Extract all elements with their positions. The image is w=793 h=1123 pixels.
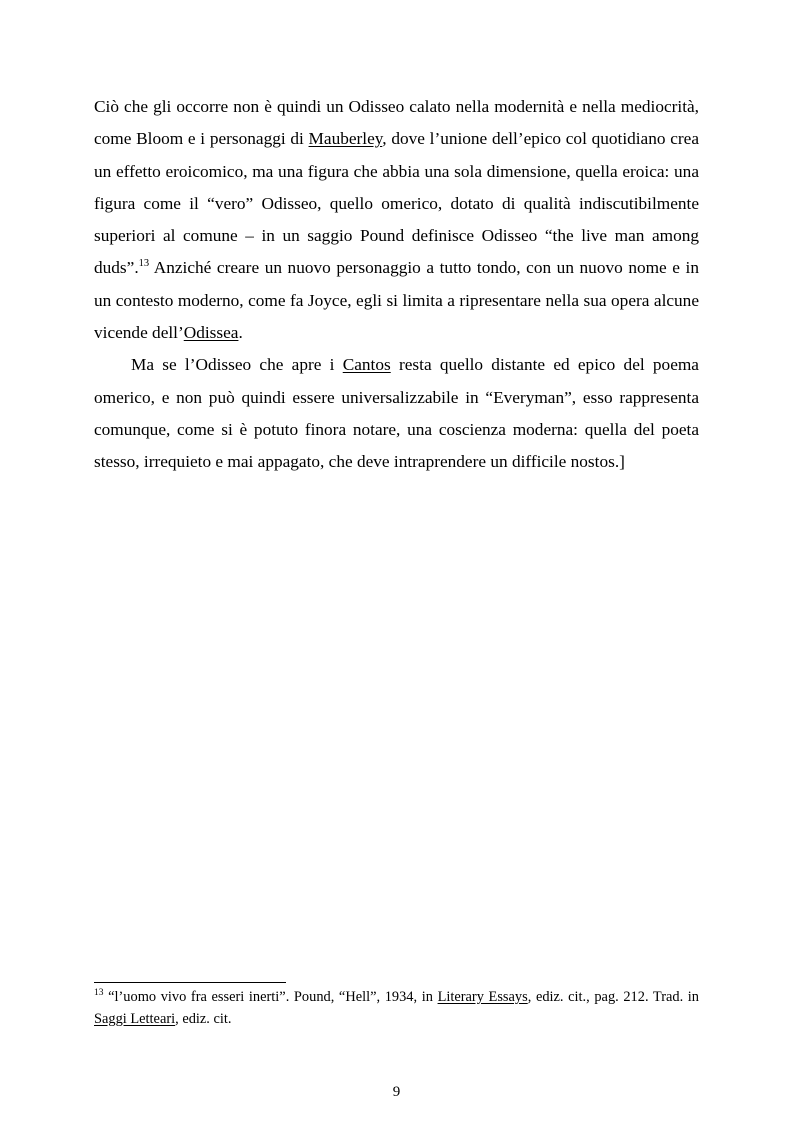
text-span: Anziché creare un nuovo personaggio a tutto tondo, con un nuovo nome e in un contesto moderno, come fa Joyce, egli si limita a ripresentare nella sua opera alcune vicende dell’ bbox=[94, 258, 699, 343]
footnote-separator bbox=[94, 982, 286, 983]
title-mauberley: Mauberley bbox=[308, 129, 383, 149]
text-span: resta quello distante ed epico del poema omerico, e non può quindi essere universalizzabile in “Everyman”, esso rappresenta comunque, come si è potuto finora notare, una coscienza moderna: quella del poeta stesso, irrequieto e mai appagato, che deve intraprendere un difficile nostos.] bbox=[94, 355, 699, 472]
footnote-reference[interactable]: 13 bbox=[138, 258, 150, 270]
text-span: Ma se l’Odisseo che apre i bbox=[131, 355, 343, 375]
paragraph-1 bbox=[94, 91, 699, 349]
title-literary-essays: Literary Essays bbox=[437, 989, 528, 1005]
title-cantos: Cantos bbox=[342, 355, 391, 375]
main-text bbox=[94, 91, 699, 479]
text-span: . bbox=[238, 323, 243, 343]
paragraph-2 bbox=[94, 349, 699, 478]
page-number: 9 bbox=[392, 1084, 401, 1100]
text-span: , ediz. cit. bbox=[175, 1010, 232, 1027]
title-saggi-letteari: Saggi Letteari bbox=[94, 1010, 176, 1027]
footnote bbox=[94, 987, 699, 1030]
title-odissea: Odissea bbox=[183, 323, 239, 343]
text-span: , ediz. cit., pag. 212. Trad. in bbox=[527, 989, 700, 1005]
text-span: Ciò che gli occorre non è quindi un Odisseo calato nella modernità e nella mediocrità, come Bloom e i personaggi di bbox=[94, 97, 699, 149]
footnote-number: 13 bbox=[94, 988, 104, 999]
text-span: “l’uomo vivo fra esseri inerti”. Pound, “Hell”, 1934, in bbox=[103, 989, 438, 1005]
text-span: , dove l’unione dell’epico col quotidiano crea un effetto eroicomico, ma una figura che abbia una sola dimensione, quella eroica: una figura come il “vero” Odisseo, quello omerico, dotato di qualità indiscutibilmente superiori al comune – in un saggio Pound definisce Odisseo “the live man among duds”. bbox=[94, 129, 699, 278]
